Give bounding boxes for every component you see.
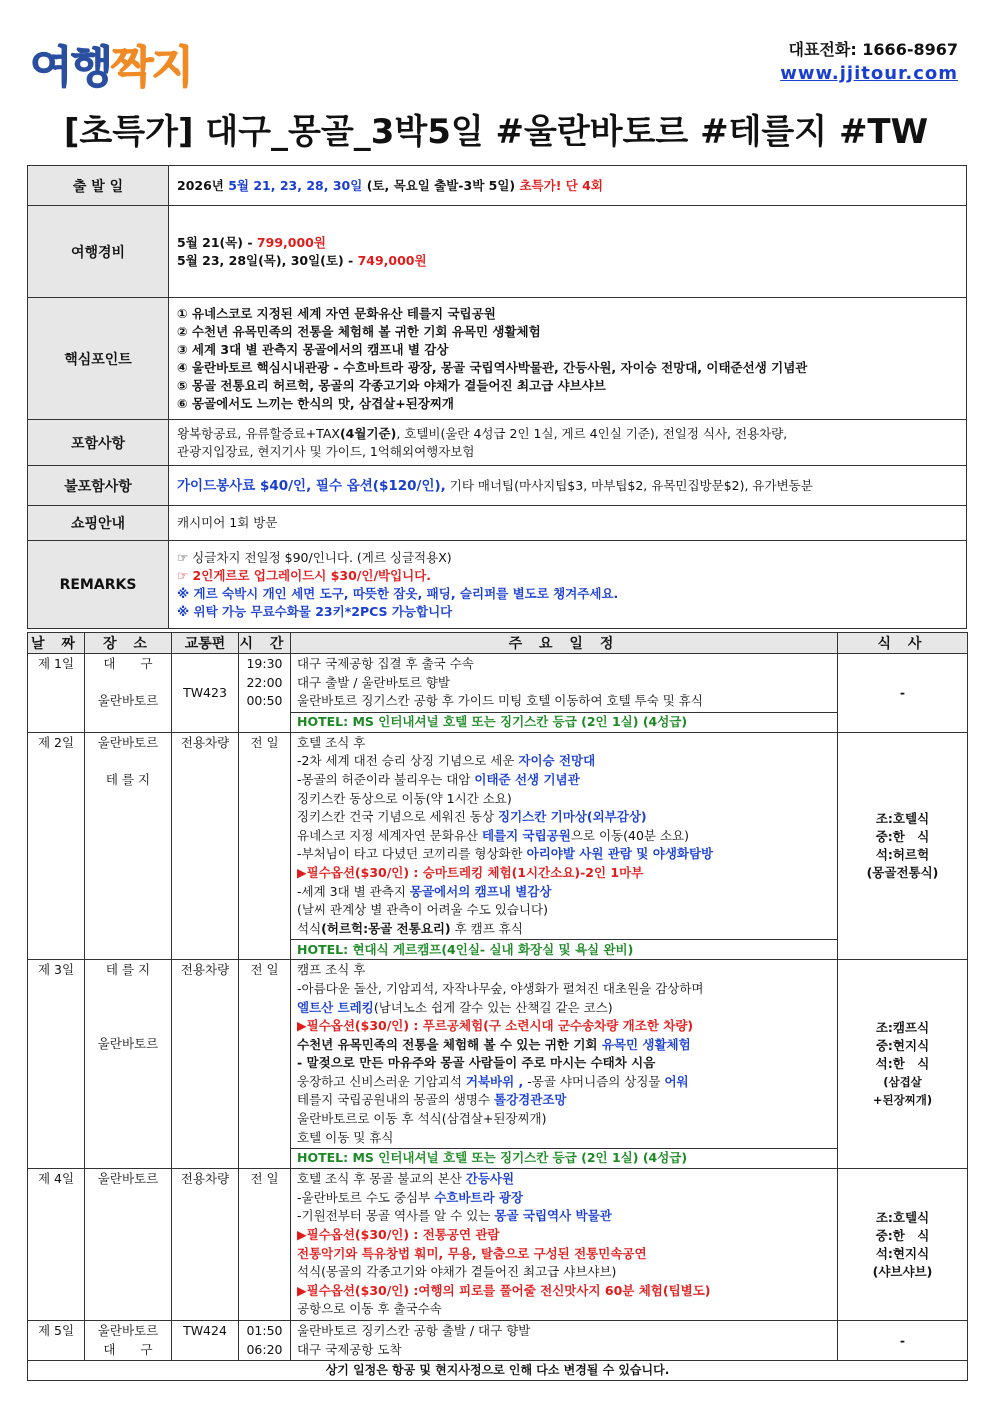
schedule-line xyxy=(297,920,831,939)
price-row xyxy=(28,206,967,298)
schedule-text: 징키스칸 건국 기념으로 세워진 동상 xyxy=(297,809,498,825)
shopping-label: 쇼핑안내 xyxy=(28,506,169,541)
schedule-line: 석식(몽골의 각종고기와 야채가 곁들어진 최고급 샤브샤브) xyxy=(297,1264,617,1280)
highlight-text: 어워 xyxy=(664,1073,689,1089)
schedule-line: 대구 국제공항 도착 xyxy=(297,1341,402,1357)
key-points-list xyxy=(169,298,967,420)
day-label: 제 4일 xyxy=(28,1169,85,1321)
included-text: 왕복항공료, 유류할증료+TAX xyxy=(177,425,340,441)
price-line-1-date: 5월 21(목) - xyxy=(177,234,253,250)
schedule-line xyxy=(297,1189,831,1208)
day-place: 울란바토르 xyxy=(85,1169,172,1321)
price-line-2 xyxy=(177,252,958,270)
excluded-rest: 기타 매너팁(마사지팁$3, 마부팁$2, 유목민집방문$2), 유가변동분 xyxy=(445,477,813,493)
included-row xyxy=(28,420,967,466)
meal-item: (샤브샤브) xyxy=(872,1263,933,1279)
col-header-schedule: 주 요 일 정 xyxy=(291,633,838,654)
schedule-text: -2차 세계 대전 승리 상징 기념으로 세운 xyxy=(297,753,519,769)
time-value: 19:30 xyxy=(246,656,283,671)
time-value: 06:20 xyxy=(246,1341,283,1357)
excluded-value xyxy=(169,466,967,506)
highlight-text: 몽골 국립역사 박물관 xyxy=(494,1208,612,1224)
included-text: , 호텔비(울란 4성급 2인 1실, 게르 4인실 기준), 전일정 식사, 전용차량, xyxy=(396,425,788,441)
schedule-line: 호텔 이동 및 휴식 xyxy=(297,1129,394,1145)
logo-text-part2: 짝지 xyxy=(111,42,193,93)
key-point-item: ① 유네스코로 지정된 세계 자연 문화유산 테를지 국립공원 xyxy=(177,305,496,321)
schedule-text: -부처님이 타고 다녔던 코끼리를 형상화한 xyxy=(297,846,527,862)
time-value: 00:50 xyxy=(246,693,283,709)
col-header-transport: 교통편 xyxy=(172,633,239,654)
price-line-2-amount: 749,000원 xyxy=(357,252,427,268)
meal-item: 조:호텔식 xyxy=(875,811,930,827)
meal-item: 석:한 식 xyxy=(875,1056,930,1072)
price-line-1-amount: 799,000원 xyxy=(256,234,326,250)
flight-number: TW423 xyxy=(172,654,239,733)
itinerary-day-3 xyxy=(28,960,968,1149)
meal-item: 석:허르헉 xyxy=(875,847,930,863)
optional-tour-line: ▶필수옵션($30/인) : 전통공연 관람 xyxy=(297,1227,500,1243)
key-point-item: ⑤ 몽골 전통요리 허르헉, 몽골의 각종고기와 야채가 곁들어진 최고급 샤브샤브 xyxy=(177,377,606,393)
highlight-text: 자이승 전망대 xyxy=(518,753,596,769)
schedule-line xyxy=(297,999,831,1018)
highlight-text: (허르헉:몽골 전통요리) xyxy=(321,920,451,936)
itinerary-day-4 xyxy=(28,1169,968,1321)
remark-packing: ※ 게르 숙박시 개인 세면 도구, 따뜻한 잠옷, 패딩, 슬리퍼를 별도로 챙겨주세요. xyxy=(177,585,619,601)
schedule-text: 후 캠프 휴식 xyxy=(450,920,523,936)
schedule-line: - 말젖으로 만든 마유주와 몽골 사람들이 주로 마시는 수태차 시음 xyxy=(297,1055,656,1071)
place-name: 울란바토르 xyxy=(97,693,159,709)
key-point-item: ④ 울란바토르 핵심시내관광 - 수흐바트라 광장, 몽골 국립역사박물관, 간등사원, 자이승 전망대, 이태준선생 기념관 xyxy=(177,359,808,375)
day-times xyxy=(239,654,291,733)
website-link[interactable]: www.jjitour.com xyxy=(780,63,958,84)
key-point-item: ⑥ 몽골에서도 느끼는 한식의 맛, 삼겹살+된장찌개 xyxy=(177,395,454,411)
phone-number: 대표전화: 1666-8967 xyxy=(788,40,958,59)
highlight-text: 수흐바트라 광장 xyxy=(434,1189,524,1205)
schedule-text: (남녀노소 쉽게 갈수 있는 산책길 같은 코스) xyxy=(373,999,613,1015)
col-header-day: 날 짜 xyxy=(28,633,85,654)
tour-info-table xyxy=(27,165,967,629)
schedule-line: 징키스칸 동상으로 이동(약 1시간 소요) xyxy=(297,790,512,806)
schedule-text: -몽골 샤머니즘의 상징물 xyxy=(523,1073,665,1089)
schedule-line xyxy=(297,883,831,902)
price-line-1 xyxy=(177,234,958,252)
day-label: 제 2일 xyxy=(28,732,85,960)
page-title: [초특가] 대구_몽골_3박5일 #울란바토르 #테를지 #TW xyxy=(63,112,929,152)
day-place xyxy=(85,732,172,960)
departure-detail: (토, 목요일 출발-3박 5일) xyxy=(366,177,516,193)
key-point-item: ③ 세계 3대 별 관측지 몽골에서의 캠프내 별 감상 xyxy=(177,341,449,357)
schedule-line: 대구 국제공항 집결 후 출국 수속 xyxy=(297,656,474,671)
day-description xyxy=(291,1169,838,1321)
brand-logo[interactable] xyxy=(30,30,193,93)
schedule-line xyxy=(297,1170,831,1189)
col-header-place: 장 소 xyxy=(85,633,172,654)
promo-badge: 초특가! 단 4회 xyxy=(519,177,603,193)
itinerary-footer-row xyxy=(28,1361,968,1381)
departure-value xyxy=(169,166,967,206)
schedule-text: -울란바토르 수도 중심부 xyxy=(297,1189,435,1205)
remark-single-charge: ☞ 싱글차지 전일정 $90/인니다. (게르 싱글적용X) xyxy=(177,549,452,565)
day-time: 전 일 xyxy=(239,732,291,960)
schedule-line xyxy=(297,808,831,827)
schedule-line xyxy=(297,845,831,864)
remarks-row xyxy=(28,541,967,629)
transport: 전용차량 xyxy=(172,1169,239,1321)
excluded-highlight: 가이드봉사료 $40/인, 필수 옵션($120/인), xyxy=(177,477,446,494)
price-value xyxy=(169,206,967,298)
schedule-line: 울란바토르 징키스칸 공항 출발 / 대구 향발 xyxy=(297,1323,531,1338)
col-header-time: 시 간 xyxy=(239,633,291,654)
key-point-item: ② 수천년 유목민족의 전통을 체험해 볼 귀한 기회 유목민 생활체험 xyxy=(177,323,541,339)
day-place xyxy=(85,1321,172,1361)
highlight-text: 아리야발 사원 관람 및 야생화탐방 xyxy=(526,846,714,862)
excluded-row xyxy=(28,466,967,506)
price-label: 여행경비 xyxy=(28,206,169,298)
shopping-row xyxy=(28,506,967,541)
key-points-label: 핵심포인트 xyxy=(28,298,169,420)
schedule-text: -세계 3대 별 관측지 xyxy=(297,883,410,899)
highlight-text: 거북바위 , xyxy=(465,1073,524,1089)
day-description xyxy=(291,960,838,1149)
departure-year: 2026년 xyxy=(177,177,224,193)
remarks-label: REMARKS xyxy=(28,541,169,629)
place-name: 울란바토르 xyxy=(97,734,159,750)
contact-block xyxy=(780,38,958,86)
included-line-1 xyxy=(177,425,958,443)
schedule-line xyxy=(297,1073,831,1092)
schedule-line: -아름다운 돌산, 기암괴석, 자작나무숲, 야생화가 펼쳐진 대초원을 감상하며 xyxy=(297,980,704,996)
included-label: 포함사항 xyxy=(28,420,169,466)
optional-tour-line: ▶필수옵션($30/인) : 푸르공체험(구 소련시대 군수송차량 개조한 차량) xyxy=(297,1018,694,1034)
day-description xyxy=(291,654,838,713)
day-place xyxy=(85,960,172,1169)
time-value: 22:00 xyxy=(246,674,283,690)
place-name: 대 구 xyxy=(103,1341,153,1357)
schedule-text: 호텔 조식 후 몽골 불교의 본산 xyxy=(297,1171,466,1187)
highlight-text: 간등사원 xyxy=(465,1171,515,1187)
schedule-line: 울란바토르로 이동 후 석식(삼겹살+된장찌개) xyxy=(297,1111,547,1127)
day-meals xyxy=(838,960,968,1169)
highlight-text: 몽골에서의 캠프내 별감상 xyxy=(409,883,552,899)
schedule-line: 대구 출발 / 울란바토르 향발 xyxy=(297,674,450,690)
schedule-line: 캠프 조식 후 xyxy=(297,962,366,978)
meal-item: (몽골전통식) xyxy=(866,865,939,881)
transport: 전용차량 xyxy=(172,732,239,960)
place-name: 울란바토르 xyxy=(97,1323,159,1338)
schedule-text: 웅장하고 신비스러운 기암괴석 xyxy=(297,1073,466,1089)
meal-item: 조:캠프식 xyxy=(875,1020,930,1036)
day-meals xyxy=(838,1169,968,1321)
schedule-line: (날씨 관계상 별 관측이 어려울 수도 있습니다) xyxy=(297,902,548,918)
included-value xyxy=(169,420,967,466)
schedule-line xyxy=(297,771,831,790)
flight-number: TW424 xyxy=(172,1321,239,1361)
transport: 전용차량 xyxy=(172,960,239,1169)
departure-dates: 5월 21, 23, 28, 30일 xyxy=(228,177,363,193)
optional-tour-line: 전통악기와 특유창법 훠미, 무용, 탈춤으로 구성된 전통민속공연 xyxy=(297,1245,647,1261)
day-time: 전 일 xyxy=(239,1169,291,1321)
schedule-line xyxy=(297,1091,831,1110)
day-description xyxy=(291,1321,838,1361)
highlight-text: 엘트산 트레킹 xyxy=(297,999,374,1015)
day-time: 전 일 xyxy=(239,960,291,1169)
highlight-text: 이태준 선생 기념관 xyxy=(474,771,580,787)
itinerary-day-2 xyxy=(28,732,968,940)
itinerary-header-row xyxy=(28,633,968,654)
excluded-label: 불포함사항 xyxy=(28,466,169,506)
meal-note: +된장찌개) xyxy=(872,1093,933,1108)
schedule-line xyxy=(297,827,831,846)
place-name: 테 를 지 xyxy=(105,771,151,787)
schedule-line: 공항으로 이동 후 출국수속 xyxy=(297,1301,442,1317)
time-value: 01:50 xyxy=(246,1323,283,1338)
schedule-line xyxy=(297,1036,831,1055)
schedule-text: -기원전부터 몽골 역사를 알 수 있는 xyxy=(297,1208,495,1224)
day-meals: - xyxy=(838,1321,968,1361)
day-label: 제 3일 xyxy=(28,960,85,1169)
optional-tour-line: ▶필수옵션($30/인) :여행의 피로를 풀어줄 전신맛사지 60분 체험(팁별도) xyxy=(297,1282,711,1298)
day-meals: - xyxy=(838,654,968,733)
hotel-info: HOTEL: MS 인터내셔널 호텔 또는 징기스칸 등급 (2인 1실) (4성급) xyxy=(291,712,838,732)
hotel-info: HOTEL: 현대식 게르캠프(4인실- 실내 화장실 및 욕실 완비) xyxy=(291,940,838,960)
day-label: 제 5일 xyxy=(28,1321,85,1361)
meal-item: 조:호텔식 xyxy=(875,1209,930,1225)
included-text-bold: (4월기준) xyxy=(339,425,397,441)
day-meals xyxy=(838,732,968,960)
highlight-text: 톨강경관조망 xyxy=(494,1092,567,1108)
meal-item: 중:한 식 xyxy=(875,829,930,845)
itinerary-day-1 xyxy=(28,654,968,713)
hotel-info: HOTEL: MS 인터내셔널 호텔 또는 징기스칸 등급 (2인 1실) (4성급) xyxy=(291,1149,838,1169)
key-points-row xyxy=(28,298,967,420)
schedule-text: -몽골의 허준이라 불리우는 대암 xyxy=(297,771,475,787)
remarks-list xyxy=(169,541,967,629)
schedule-line xyxy=(297,752,831,771)
schedule-text: 수천년 유목민족의 전통을 체험해 볼 수 있는 귀한 기회 xyxy=(297,1036,602,1052)
logo-text-part1: 여행 xyxy=(30,42,112,93)
schedule-text: 테를지 국립공원내의 몽골의 생명수 xyxy=(297,1092,495,1108)
meal-item: 중:한 식 xyxy=(875,1227,930,1243)
schedule-line: 호텔 조식 후 xyxy=(297,734,366,750)
schedule-text: 으로 이동(40분 소요) xyxy=(570,827,689,843)
included-line-2: 관광지입장료, 현지기사 및 가이드, 1억해외여행자보험 xyxy=(177,443,475,459)
day-description xyxy=(291,732,838,940)
highlight-text: 징기스칸 기마상(외부감상) xyxy=(498,809,647,825)
meal-item: 중:현지식 xyxy=(875,1038,930,1054)
schedule-line: 울란바토르 징기스칸 공항 후 가이드 미팅 호텔 이동하여 호텔 투숙 및 휴식 xyxy=(297,693,703,709)
shopping-value: 캐시미어 1회 방문 xyxy=(169,506,967,541)
schedule-text: 석식 xyxy=(297,920,322,936)
day-times xyxy=(239,1321,291,1361)
departure-row xyxy=(28,166,967,206)
place-name: 대 구 xyxy=(103,656,153,671)
schedule-text: 유네스코 지정 세계자연 문화유산 xyxy=(297,827,482,843)
day-label: 제 1일 xyxy=(28,654,85,733)
remark-upgrade: ☞ 2인게르로 업그레이드시 $30/인/박입니다. xyxy=(177,567,432,583)
price-line-2-date: 5월 23, 28일(목), 30일(토) - xyxy=(177,252,354,268)
highlight-text: 유목민 생활체험 xyxy=(601,1036,691,1052)
schedule-change-notice: 상기 일정은 항공 및 현지사정으로 인해 다소 변경될 수 있습니다. xyxy=(28,1361,968,1381)
departure-label: 출 발 일 xyxy=(28,166,169,206)
remark-baggage: ※ 위탁 가능 무료수화물 23키*2PCS 가능합니다 xyxy=(177,603,453,619)
meal-note: (삼겹살 xyxy=(883,1075,922,1090)
highlight-text: 테를지 국립공원 xyxy=(481,827,571,843)
itinerary-table xyxy=(27,632,968,1381)
optional-tour-line: ▶필수옵션($30/인) : 승마트레킹 체험(1시간소요)-2인 1마부 xyxy=(297,864,644,880)
meal-item: 석:현지식 xyxy=(875,1245,930,1261)
day-place xyxy=(85,654,172,733)
col-header-meals: 식 사 xyxy=(838,633,968,654)
schedule-line xyxy=(297,1207,831,1226)
place-name: 울란바토르 xyxy=(97,1035,159,1051)
itinerary-day-5 xyxy=(28,1321,968,1361)
place-name: 테 를 지 xyxy=(105,962,151,978)
